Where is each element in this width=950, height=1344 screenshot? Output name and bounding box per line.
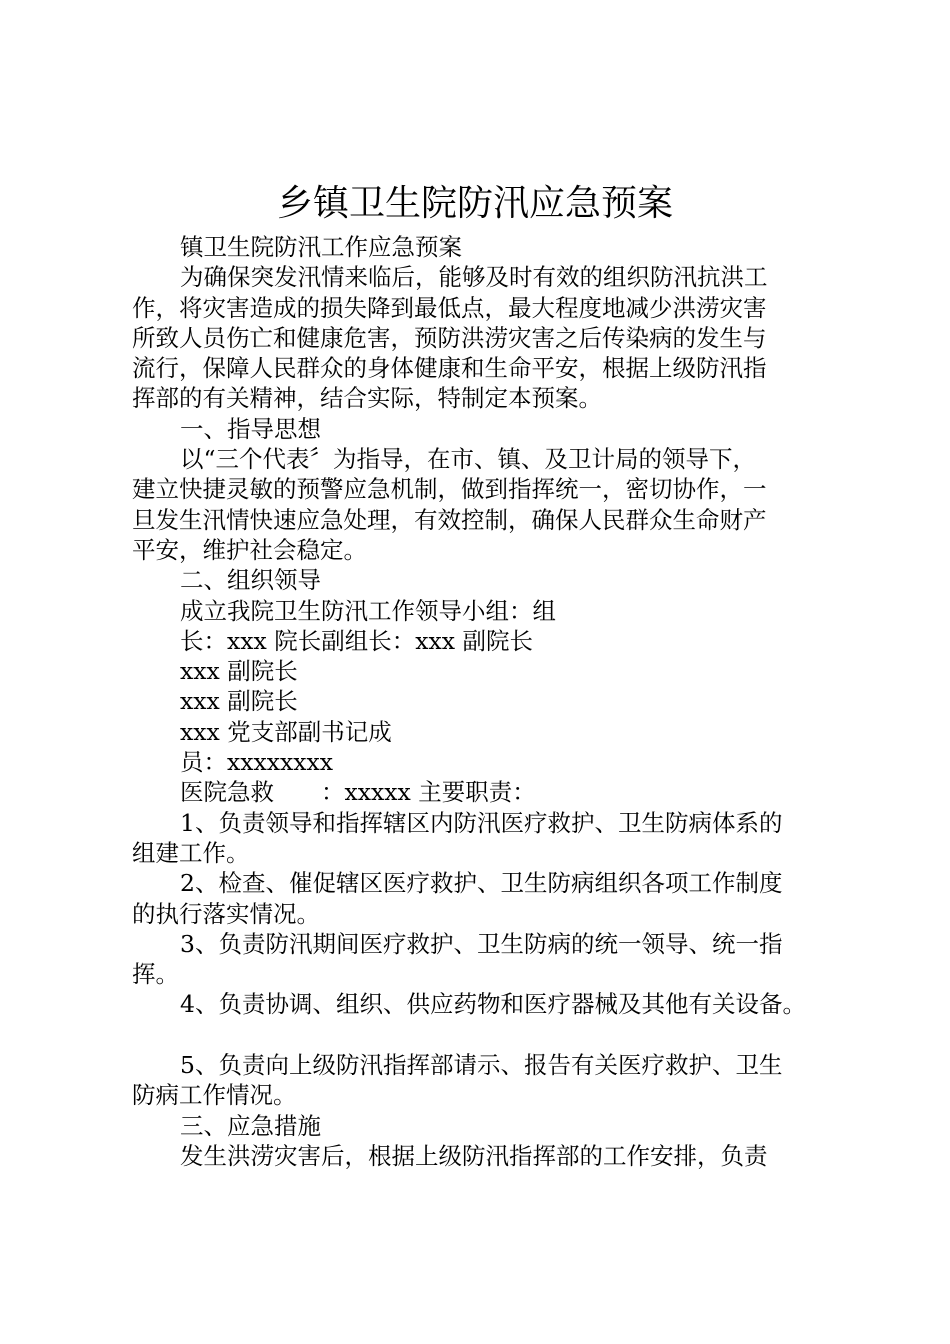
text-line	[132, 1020, 852, 1050]
text-line: 作，将灾害造成的损失降到最低点，最大程度地减少洪涝灾害	[132, 293, 767, 322]
text-line: 防病工作情况。	[132, 1081, 297, 1110]
text-line: xxx 党支部副书记成	[180, 717, 392, 746]
text-line: 二、组织领导	[180, 566, 321, 595]
text-line: 挥。	[132, 960, 179, 989]
text-line: 以“三个代表〞为指导，在市、镇、及卫计局的领导下，	[180, 445, 757, 474]
page-title: 乡镇卫生院防汛应急预案	[276, 183, 673, 224]
document-body	[132, 232, 852, 1171]
text-line: 3、负责防汛期间医疗救护、卫生防病的统一领导、统一指	[180, 929, 783, 958]
text-line: 医院急救 ：xxxxx 主要职责：	[180, 778, 536, 807]
text-line: 组建工作。	[132, 838, 250, 867]
text-line: xxx 副院长	[180, 657, 298, 686]
text-line: 流行，保障人民群众的身体健康和生命平安，根据上级防汛指	[132, 354, 767, 383]
text-line: 三、应急措施	[180, 1111, 321, 1140]
text-line: 旦发生汛情快速应急处理，有效控制，确保人民群众生命财产	[132, 505, 767, 534]
text-line: 平安，维护社会稳定。	[132, 535, 367, 564]
text-line: 建立快捷灵敏的预警应急机制，做到指挥统一，密切协作，一	[132, 475, 767, 504]
text-line: xxx 副院长	[180, 687, 298, 716]
text-line: 长：xxx 院长副组长：xxx 副院长	[180, 626, 533, 655]
text-line: 为确保突发汛情来临后，能够及时有效的组织防汛抗洪工	[180, 263, 768, 292]
text-line: 5、负责向上级防汛指挥部请示、报告有关医疗救护、卫生	[180, 1051, 783, 1080]
text-line: 挥部的有关精神，结合实际，特制定本预案。	[132, 384, 602, 413]
text-line: 2、检查、催促辖区医疗救护、卫生防病组织各项工作制度	[180, 869, 783, 898]
text-line: 一、指导思想	[180, 414, 321, 443]
text-line: 发生洪涝灾害后，根据上级防汛指挥部的工作安排，负责	[180, 1141, 768, 1170]
text-line: 的执行落实情况。	[132, 899, 320, 928]
text-line: 4、负责协调、组织、供应药物和医疗器械及其他有关设备。	[180, 990, 806, 1019]
text-line: 镇卫生院防汛工作应急预案	[180, 233, 462, 261]
text-line: 1、负责领导和指挥辖区内防汛医疗救护、卫生防病体系的	[180, 808, 783, 837]
text-line: 所致人员伤亡和健康危害，预防洪涝灾害之后传染病的发生与	[132, 323, 767, 352]
text-line: 成立我院卫生防汛工作领导小组：组	[180, 596, 556, 625]
text-line: 员：xxxxxxxx	[180, 748, 334, 777]
